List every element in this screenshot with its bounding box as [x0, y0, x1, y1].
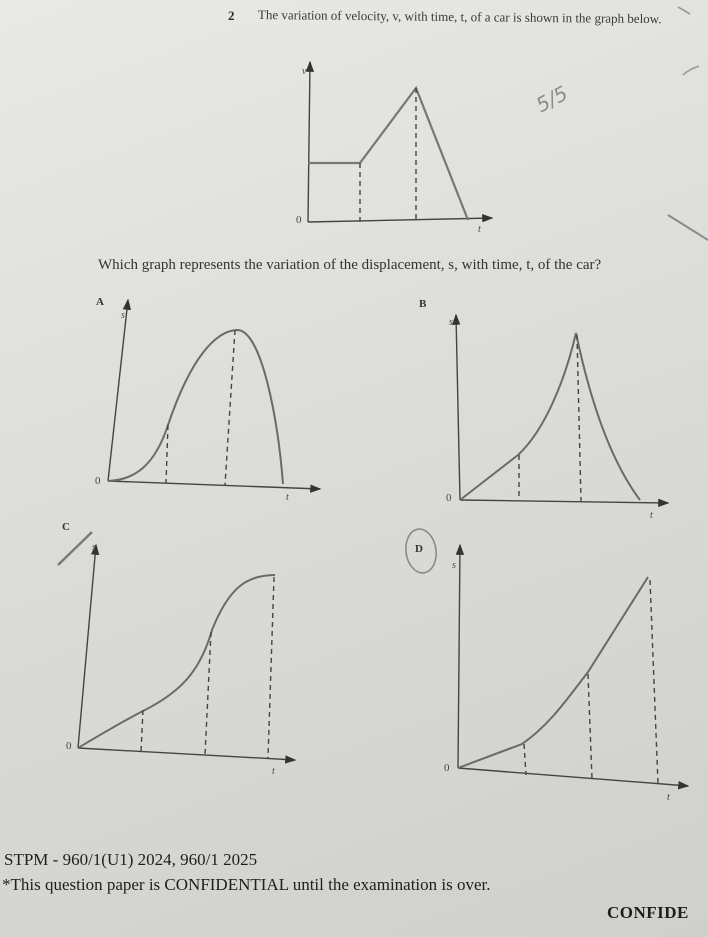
t-axis — [108, 481, 320, 489]
guide-line — [524, 744, 526, 775]
guide-line — [650, 580, 658, 784]
velocity-time-graph — [308, 62, 492, 222]
option-a-letter: A — [96, 296, 104, 308]
guide-line — [166, 425, 168, 483]
s-axis-label: s — [452, 560, 456, 571]
option-d-graph — [458, 545, 688, 786]
paper-code: STPM - 960/1(U1) 2024, 960/1 2025 — [4, 850, 258, 869]
t-axis-label: t — [667, 792, 670, 803]
v-axis-label: v — [302, 66, 307, 77]
handwritten-marks — [58, 7, 708, 575]
s-axis — [456, 315, 460, 500]
t-axis — [308, 218, 492, 222]
guide-line — [205, 632, 211, 755]
confidential-mark: CONFIDE — [607, 903, 689, 922]
displacement-curve — [108, 330, 283, 484]
displacement-curve — [78, 575, 275, 748]
handwritten-pen-stroke — [58, 532, 92, 565]
option-b-letter: B — [419, 298, 427, 310]
s-axis-label: s — [92, 542, 96, 553]
question-number: 2 — [228, 8, 235, 23]
origin-label: 0 — [95, 475, 101, 487]
guide-line — [141, 710, 143, 752]
t-axis — [458, 768, 688, 786]
handwritten-scribble — [683, 66, 699, 75]
t-axis — [78, 748, 295, 760]
t-axis-label: t — [286, 492, 289, 503]
origin-label: 0 — [446, 492, 452, 504]
t-axis-label: t — [478, 224, 481, 235]
s-axis-label: s — [121, 310, 125, 321]
origin-label: 0 — [66, 740, 72, 752]
t-axis-label: t — [650, 510, 653, 521]
origin-label: 0 — [296, 214, 302, 226]
question-prompt: Which graph represents the variation of the displacement, s, with time, t, of the car? — [98, 257, 602, 273]
guide-line — [225, 330, 235, 485]
v-axis — [308, 62, 310, 222]
guide-line — [268, 577, 274, 758]
s-axis-label: s — [449, 317, 453, 328]
s-axis — [78, 545, 96, 748]
guide-line — [588, 674, 592, 779]
handwritten-scribble — [678, 7, 690, 14]
displacement-curve — [458, 577, 648, 768]
origin-label: 0 — [444, 762, 450, 774]
t-axis — [460, 500, 668, 503]
t-axis-label: t — [272, 766, 275, 777]
s-axis — [108, 300, 128, 481]
question-stem: The variation of velocity, v, with time, t, of a car is shown in the graph below. — [257, 7, 662, 27]
option-d-letter: D — [415, 543, 423, 555]
confidential-notice: *This question paper is CONFIDENTIAL until the examination is over. — [2, 875, 491, 894]
guide-line — [577, 335, 581, 501]
velocity-curve — [308, 88, 468, 220]
handwritten-note: 5/5 — [532, 80, 572, 118]
option-c-letter: C — [62, 521, 70, 533]
option-c-graph — [78, 545, 295, 760]
s-axis — [458, 545, 460, 768]
handwritten-scribble — [668, 215, 708, 240]
option-b-graph — [456, 315, 668, 503]
option-a-graph — [108, 300, 320, 489]
displacement-curve — [460, 333, 640, 500]
